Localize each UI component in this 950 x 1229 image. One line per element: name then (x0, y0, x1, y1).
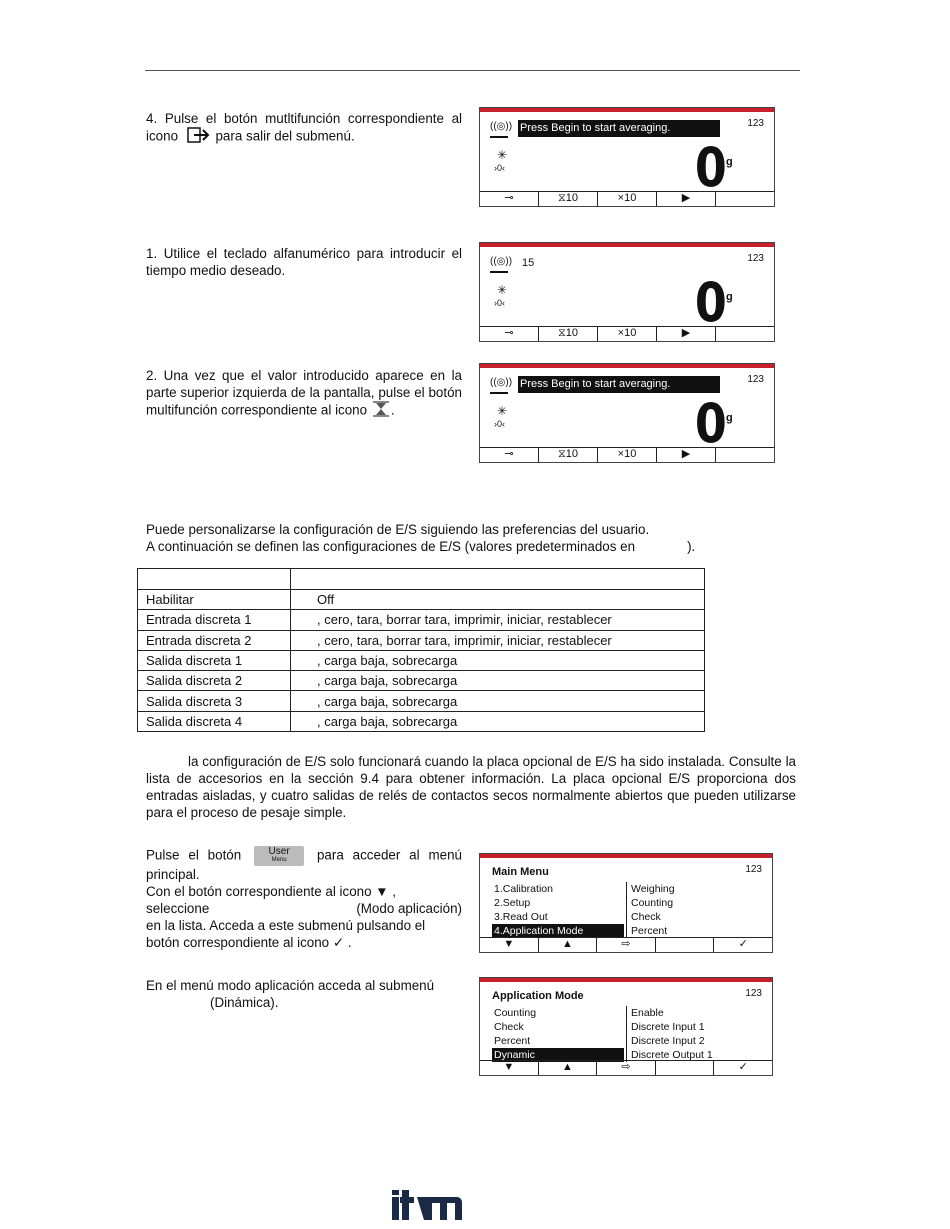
menu-item[interactable]: Counting (494, 1007, 537, 1019)
center-zero-icon: ›0‹ (494, 419, 505, 429)
scale-display-2 (479, 242, 775, 342)
table-row: Salida discreta 2 , carga baja, sobrecarga (138, 671, 705, 691)
hourglass-softkey[interactable]: ⧖10 (539, 192, 598, 206)
submenu-item[interactable]: Enable (631, 1007, 664, 1019)
menu-title: Main Menu (492, 866, 549, 878)
entered-value: 15 (522, 257, 535, 269)
empty-softkey[interactable] (716, 327, 774, 341)
signal-icon: ((◎)) (490, 256, 513, 267)
submenu-item[interactable]: Check (631, 911, 661, 923)
submenu-item[interactable]: Weighing (631, 883, 675, 895)
signal-icon: ((◎)) (490, 377, 513, 388)
weight-reading: 0 (694, 271, 727, 334)
up-arrow-icon[interactable]: ▲ (539, 1061, 598, 1075)
multiply-softkey[interactable]: ×10 (598, 327, 657, 341)
submenu-item[interactable]: Percent (631, 925, 668, 937)
app-mode-text: En el menú modo aplicación acceda al submenú (Dinámica). (146, 978, 435, 1010)
menu-item[interactable]: Percent (494, 1035, 531, 1047)
main-menu-display (479, 853, 773, 953)
empty-softkey[interactable] (656, 1061, 715, 1075)
table-row: Habilitar Off (138, 590, 705, 610)
scale-display-1 (479, 107, 775, 207)
wrench-icon[interactable]: ⊸ (480, 192, 539, 206)
menu-item-selected[interactable]: 4.Application Mode (492, 924, 624, 938)
hourglass-icon (371, 401, 391, 421)
table-row: Entrada discreta 1 , cero, tara, borrar tara, imprimir, iniciar, restablecer (138, 610, 705, 630)
count-indicator: 123 (747, 118, 764, 129)
menu-item-selected[interactable]: Dynamic (492, 1048, 624, 1062)
hourglass-softkey[interactable]: ⧖10 (539, 448, 598, 462)
count-indicator: 123 (747, 253, 764, 264)
submenu-item[interactable]: Discrete Output 1 (631, 1049, 713, 1061)
menu-item[interactable]: Check (494, 1021, 524, 1033)
display-message: Press Begin to start averaging. (518, 376, 720, 393)
softkey-bar (480, 191, 774, 206)
empty-softkey[interactable] (716, 192, 774, 206)
up-arrow-icon[interactable]: ▲ (539, 938, 598, 952)
menu-step-text: Pulse el botón User Menu para acceder al menú principal. Con el botón correspondiente al icono ▼ , seleccione (Modo aplicación) en la lista. Acceda a este submenú pulsando el botón correspondiente al icono ✓ . (146, 846, 462, 950)
signal-icon: ((◎)) (490, 121, 513, 132)
center-zero-icon: ›0‹ (494, 163, 505, 173)
exit-icon[interactable]: ⇨ (597, 1061, 656, 1075)
user-menu-button: User Menu (254, 846, 304, 866)
play-icon[interactable]: ▶ (657, 327, 716, 341)
table-header (138, 569, 705, 590)
application-mode-display (479, 977, 773, 1076)
empty-softkey[interactable] (716, 448, 774, 462)
header-rule (145, 70, 800, 71)
menu-item[interactable]: 2.Setup (494, 897, 531, 909)
count-indicator: 123 (745, 988, 762, 999)
softkey-bar (480, 1060, 772, 1075)
stable-icon: ✳ (497, 148, 508, 162)
weight-unit: g (726, 412, 733, 424)
count-indicator: 123 (747, 374, 764, 385)
weight-unit: g (726, 291, 733, 303)
table-row: Salida discreta 4 , carga baja, sobrecarga (138, 711, 705, 731)
submenu-list (626, 882, 769, 938)
scale-display-3 (479, 363, 775, 463)
down-arrow-icon[interactable]: ▼ (480, 938, 539, 952)
menu-list (492, 882, 624, 938)
check-icon[interactable]: ✓ (738, 1061, 748, 1073)
table-row: Salida discreta 3 , carga baja, sobrecarga (138, 691, 705, 711)
submenu-item[interactable]: Discrete Input 1 (631, 1021, 705, 1033)
submenu-list (626, 1006, 769, 1062)
menu-item[interactable]: 3.Read Out (494, 911, 548, 923)
menu-title: Application Mode (492, 990, 584, 1002)
weight-reading: 0 (694, 136, 727, 199)
play-icon[interactable]: ▶ (657, 448, 716, 462)
weight-unit: g (726, 156, 733, 168)
io-note: la configuración de E/S solo funcionará cuando la placa opcional de E/S ha sido instalada. Consulte la lista de accesorios en la sección 9.4 para obtener información. La placa opcional E/S proporciona dos entradas aisladas, y cuatro salidas de relés de contactos secos normalmente abiertos que pueden utilizarse para el proceso de pesaje simple. (146, 754, 796, 820)
softkey-bar (480, 326, 774, 341)
softkey-bar (480, 447, 774, 462)
count-indicator: 123 (745, 864, 762, 875)
io-intro: Puede personalizarse la configuración de E/S siguiendo las preferencias del usuario. A continuación se definen las configuraciones de E/S (valores predeterminados en ). (146, 522, 696, 554)
exit-icon (182, 127, 212, 147)
center-zero-icon: ›0‹ (494, 298, 505, 308)
table-row: Entrada discreta 2 , cero, tara, borrar tara, imprimir, iniciar, restablecer (138, 630, 705, 650)
display-message: Press Begin to start averaging. (518, 120, 720, 137)
itm-logo (390, 1188, 464, 1227)
multiply-softkey[interactable]: ×10 (598, 448, 657, 462)
stable-icon: ✳ (497, 283, 508, 297)
down-arrow-icon: ▼ (375, 884, 389, 899)
empty-softkey[interactable] (656, 938, 715, 952)
hourglass-softkey[interactable]: ⧖10 (539, 327, 598, 341)
table-row: Salida discreta 1 , carga baja, sobrecarga (138, 650, 705, 670)
io-settings-table (137, 568, 705, 732)
step1-text: 1. Utilice el teclado alfanumérico para introducir el tiempo medio deseado. (146, 246, 462, 278)
wrench-icon[interactable]: ⊸ (480, 327, 539, 341)
submenu-item[interactable]: Counting (631, 897, 674, 909)
step4-text: 4. Pulse el botón mutltifunción correspondiente al icono para salir del submenú. (146, 110, 462, 147)
exit-icon[interactable]: ⇨ (597, 938, 656, 952)
down-arrow-icon[interactable]: ▼ (480, 1061, 539, 1075)
play-icon[interactable]: ▶ (657, 192, 716, 206)
softkey-bar (480, 937, 772, 952)
menu-item[interactable]: 1.Calibration (494, 883, 553, 895)
check-icon[interactable]: ✓ (738, 938, 748, 950)
multiply-softkey[interactable]: ×10 (598, 192, 657, 206)
check-icon: ✓ (332, 935, 345, 950)
menu-list (492, 1006, 624, 1062)
submenu-item[interactable]: Discrete Input 2 (631, 1035, 705, 1047)
stable-icon: ✳ (497, 404, 508, 418)
step2-text: 2. Una vez que el valor introducido aparece en la parte superior izquierda de la pantalla, pulse el botón multifunción correspondiente al icono . (146, 367, 462, 421)
weight-reading: 0 (694, 392, 727, 455)
wrench-icon[interactable]: ⊸ (480, 448, 539, 462)
